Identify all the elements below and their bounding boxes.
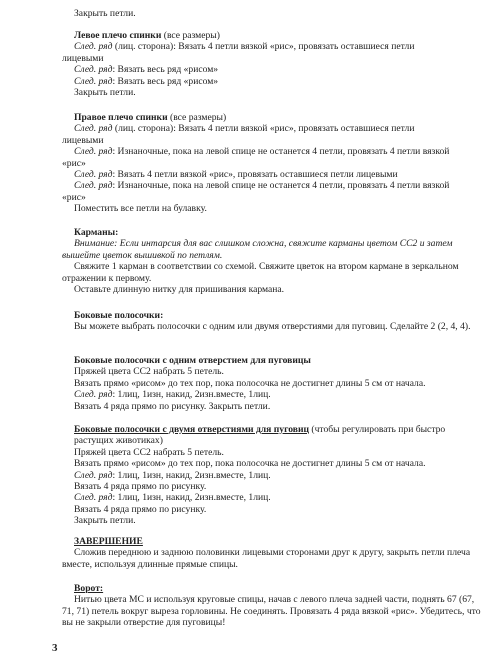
pockets-paragraph-2: Оставьте длинную нитку для пришивания кармана. <box>74 284 285 296</box>
instruction-line <box>62 180 482 191</box>
instruction-line <box>62 146 482 157</box>
row-text: : Вязать 4 петли вязкой «рис», провязать оставшиеся петли лицевыми <box>112 169 398 181</box>
instruction-line <box>62 135 482 146</box>
instruction-line <box>62 41 482 52</box>
collar-heading: Ворот: <box>74 583 104 594</box>
two-holes-title-note: (чтобы регулировать при быстро растущих животиках) <box>74 424 446 447</box>
pockets-paragraph-1: Свяжите 1 карман в соответствии со схемой. Свяжите цветок на втором кармане в зеркальном отражении к первому. <box>62 261 459 284</box>
right-shoulder-lines <box>62 123 482 214</box>
left-shoulder-title: Левое плечо спинки <box>74 30 162 41</box>
left-shoulder-section <box>62 30 482 98</box>
finishing-section <box>62 536 482 570</box>
row-text: : Вязать весь ряд «рисом» <box>112 64 219 76</box>
pockets-note: Внимание: Если интарсия для вас слишком сложна, свяжите карманы цветом СС2 и затем вышейте цветок вышивкой по петлям. <box>62 238 453 261</box>
instruction-line <box>62 447 482 458</box>
instruction-line <box>62 481 482 492</box>
side-strips-text: Вы можете выбрать полосочки с одним или двумя отверстиями для пуговиц. Сделайте 2 (2, 4, 4). <box>74 321 471 333</box>
row-text: Пряжей цвета СС2 набрать 5 петель. <box>74 366 224 378</box>
instruction-line <box>62 470 482 481</box>
one-hole-heading: Боковые полосочки с одним отверстием для пуговицы <box>74 355 311 366</box>
instruction-line <box>62 401 482 412</box>
closing-line: Закрыть петли. <box>74 8 136 19</box>
two-holes-title: Боковые полосочки с двумя отверстиями для пуговиц <box>74 424 309 435</box>
instruction-line <box>62 158 482 169</box>
two-holes-section <box>62 424 482 527</box>
two-holes-lines <box>62 447 482 527</box>
row-text: : 1лиц, 1изн, накид, 2изн.вместе, 1лиц. <box>112 389 271 401</box>
instruction-line <box>62 492 482 503</box>
instruction-line <box>62 87 482 98</box>
instruction-line <box>62 378 482 389</box>
row-label: След. ряд <box>74 146 113 158</box>
side-strips-heading: Боковые полосочки: <box>74 310 164 321</box>
finishing-text: Сложив переднюю и заднюю половинки лицевыми сторонами друг к другу, закрыть петли плеча вместе, используя длинные прямые спицы. <box>62 547 471 570</box>
row-label: След. ряд <box>74 64 113 76</box>
two-holes-heading <box>62 424 482 447</box>
instruction-line <box>62 504 482 515</box>
row-text: Вязать прямо «рисом» до тех пор, пока полосочка не достигнет длины 5 см от начала. <box>74 458 426 470</box>
row-label: След. ряд <box>74 469 113 481</box>
row-text: Закрыть петли. <box>74 515 136 527</box>
row-label: След. ряд <box>74 180 113 192</box>
one-hole-lines <box>62 366 482 412</box>
row-text: : Вязать весь ряд «рисом» <box>112 75 219 87</box>
instruction-line <box>62 64 482 75</box>
instruction-line <box>62 169 482 180</box>
row-text: : Изнаночные, пока на левой спице не останется 4 петли, провязать 4 петли вязкой <box>112 146 450 158</box>
row-text: Вязать 4 ряда прямо по рисунку. <box>74 503 207 515</box>
pockets-section <box>62 227 482 295</box>
instruction-line <box>62 123 482 134</box>
left-shoulder-lines <box>62 41 482 98</box>
row-text: Вязать 4 ряда прямо по рисунку. <box>74 481 207 493</box>
instruction-line <box>62 458 482 469</box>
side-strips-section <box>62 310 482 333</box>
pockets-heading: Карманы: <box>74 227 119 238</box>
row-text: (лиц. сторона): Вязать 4 петли вязкой «рис», провязать оставшиеся петли <box>112 41 415 53</box>
row-label: След. ряд <box>74 123 113 135</box>
row-text: (лиц. сторона): Вязать 4 петли вязкой «рис», провязать оставшиеся петли <box>112 123 415 135</box>
row-label: След. ряд <box>74 169 113 181</box>
collar-section <box>62 583 482 629</box>
collar-text: Нитью цвета МС и используя круговые спицы, начав с левого плеча задней части, поднять 67 (67, 71, 71) петель вокруг выреза горловины. Не соединять. Провязать 4 ряда вязкой «рис». Убедитесь, что вы не закрыли отверстие для пуговицы! <box>62 594 481 629</box>
instruction-line <box>62 76 482 87</box>
row-text: Вязать прямо «рисом» до тех пор, пока полосочка не достигнет длины 5 см от начала. <box>74 377 426 389</box>
row-label: След. ряд <box>74 41 113 53</box>
instruction-line <box>62 515 482 526</box>
row-text: Пряжей цвета СС2 набрать 5 петель. <box>74 446 224 458</box>
instruction-line <box>62 366 482 377</box>
row-text: Закрыть петли. <box>74 87 136 99</box>
row-text: «рис» <box>62 191 86 203</box>
row-text: лицевыми <box>62 52 104 64</box>
left-shoulder-title-note: (все размеры) <box>163 30 220 41</box>
right-shoulder-title-note: (все размеры) <box>170 112 227 123</box>
instruction-line <box>62 53 482 64</box>
instruction-line <box>62 389 482 400</box>
row-text: лицевыми <box>62 134 104 146</box>
right-shoulder-heading <box>62 112 482 123</box>
page-number: 3 <box>52 642 58 654</box>
finishing-heading: ЗАВЕРШЕНИЕ <box>74 536 143 547</box>
row-text: «рис» <box>62 157 86 169</box>
one-hole-section <box>62 355 482 412</box>
row-text: : 1лиц, 1изн, накид, 2изн.вместе, 1лиц. <box>112 492 271 504</box>
row-text: Вязать 4 ряда прямо по рисунку. Закрыть петли. <box>74 400 271 412</box>
row-text: : 1лиц, 1изн, накид, 2изн.вместе, 1лиц. <box>112 469 271 481</box>
left-shoulder-heading <box>62 30 482 41</box>
row-label: След. ряд <box>74 75 113 87</box>
right-shoulder-title: Правое плечо спинки <box>74 112 168 123</box>
instruction-line <box>62 203 482 214</box>
right-shoulder-section <box>62 112 482 215</box>
row-text: Поместить все петли на булавку. <box>74 203 207 215</box>
row-text: : Изнаночные, пока на левой спице не останется 4 петли, провязать 4 петли вязкой <box>112 180 450 192</box>
row-label: След. ряд <box>74 389 113 401</box>
instruction-line <box>62 192 482 203</box>
row-label: След. ряд <box>74 492 113 504</box>
